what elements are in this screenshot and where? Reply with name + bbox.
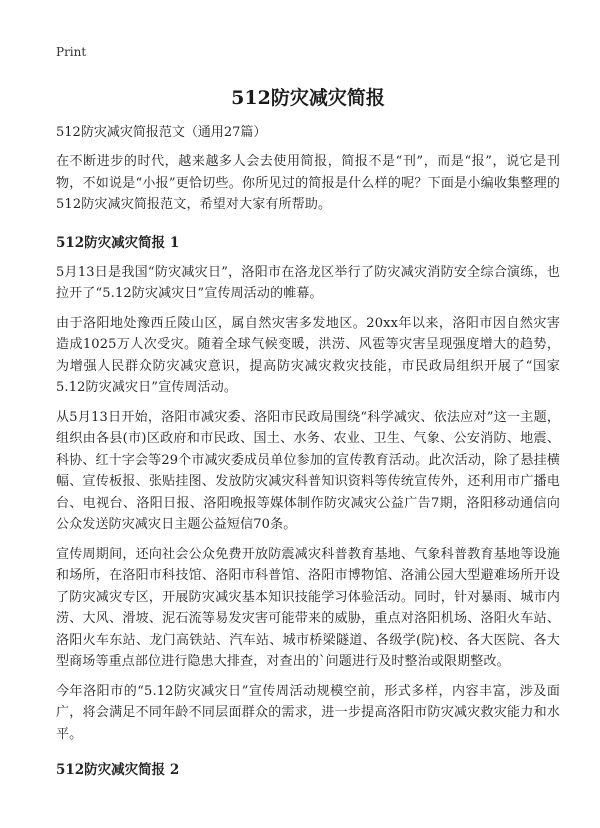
section-1-paragraph-3: 从5月13日开始，洛阳市减灾委、洛阳市民政局围绕“科学减灾、依法应对”这一主题，组织由各县(市)区政府和市民政、国土、水务、农业、卫生、气象、公安消防、地震、科协、红十字会等29个市减灾委成员单位参加的宣传教育活动。此次活动，除了悬挂横幅、宣传板报、张贴挂图、发放防灾减灾科普知识资料等传统宣传外，还利用市广播电台、电视台、洛阳日报、洛阳晚报等媒体制作防灾减灾公益广告7期，洛阳移动通信向公众发送防灾减灾日主题公益短信70条。 — [56, 409, 560, 532]
intro-paragraph: 在不断进步的时代，越来越多人会去使用简报，简报不是“刊”，而是“报”，说它是刊物，不如说是“小报”更恰切些。你所见过的简报是什么样的呢？下面是小编收集整理的512防灾减灾简报范文，希望对大家有所帮助。 — [56, 154, 560, 212]
section-1-paragraph-1: 5月13日是我国“防灾减灾日”，洛阳市在洛龙区举行了防灾减灾消防安全综合演练，也拉开了“5.12防灾减灾日”宣传周活动的帷幕。 — [56, 264, 560, 301]
print-link[interactable]: Print — [56, 45, 87, 59]
section-1-paragraph-2: 由于洛阳地处豫西丘陵山区，属自然灾害多发地区。20xx年以来，洛阳市因自然灾害造成1025万人次受灾。随着全球气候变暖，洪涝、风雹等灾害呈现强度增大的趋势，为增强人民群众防灾减灾意识，提高防灾减灾救灾技能，市民政局组织开展了“国家5.12防灾减灾日”宣传周活动。 — [56, 315, 560, 395]
section-heading-2: 512防灾减灾简报 2 — [56, 762, 180, 778]
section-1-paragraph-4: 宣传周期间，还向社会公众免费开放防震减灾科普教育基地、气象科普教育基地等设施和场所，在洛阳市科技馆、洛阳市科普馆、洛阳市博物馆、洛浦公园大型避难场所开设了防灾减灾专区，开展防灾减灾基本知识技能学习体验活动。同时，针对暴雨、城市内涝、大风、滑坡、泥石流等易发灾害可能带来的威胁，重点对洛阳机场、洛阳火车站、洛阳火车东站、龙门高铁站、汽车站、城市桥梁隧道、各级学(院)校、各大医院、各大型商场等重点部位进行隐患大排查，对查出的`问题进行及时整治或限期整改。 — [56, 546, 560, 669]
page-title: 512防灾减灾简报 — [231, 87, 385, 109]
document-subtitle: 512防灾减灾简报范文（通用27篇） — [56, 125, 267, 140]
section-1-paragraph-5: 今年洛阳市的“5.12防灾减灾日”宣传周活动规模空前，形式多样，内容丰富，涉及面广，将会满足不同年龄不同层面群众的需求，进一步提高洛阳市防灾减灾救灾能力和水平。 — [56, 683, 560, 742]
section-heading-1: 512防灾减灾简报 1 — [56, 234, 180, 251]
